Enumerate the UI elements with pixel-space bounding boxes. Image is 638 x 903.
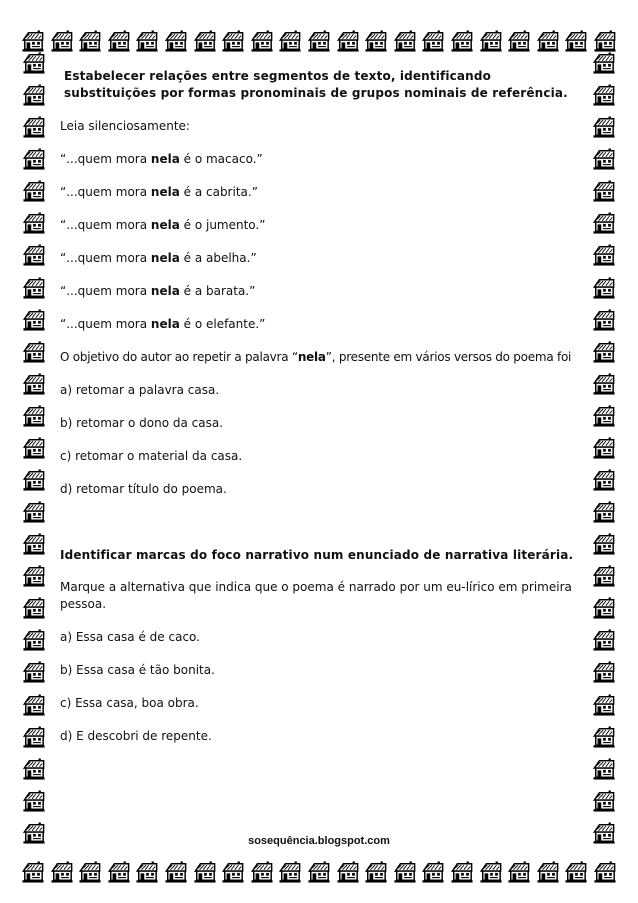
house-icon: [593, 309, 615, 331]
house-icon: [308, 861, 330, 883]
house-icon: [537, 30, 559, 52]
house-icon: [165, 861, 187, 883]
verse-text: é a abelha.”: [179, 251, 257, 265]
house-icon: [22, 30, 44, 52]
answer-option: c) retomar o material da casa.: [60, 449, 243, 463]
house-icon: [565, 861, 587, 883]
house-icon: [451, 861, 473, 883]
house-icon: [108, 861, 130, 883]
section1-heading: Estabelecer relações entre segmentos de texto, identificando substituições por formas pronominais de grupos nominais de referência.: [64, 69, 568, 100]
house-icon: [593, 405, 615, 427]
house-icon: [51, 30, 73, 52]
house-icon: [23, 277, 45, 299]
house-icon: [337, 861, 359, 883]
answer-option: b) retomar o dono da casa.: [60, 416, 224, 430]
house-icon: [593, 597, 615, 619]
house-icon: [22, 861, 44, 883]
verse-list: [60, 151, 580, 333]
house-icon: [23, 790, 45, 812]
question-pronoun: nela: [297, 350, 326, 364]
verse-pronoun: nela: [150, 251, 180, 265]
house-icon: [23, 661, 45, 683]
verse-text: é o jumento.”: [179, 218, 266, 232]
house-icon: [593, 469, 615, 491]
question-text: O objetivo do autor ao repetir a palavra “: [60, 350, 298, 364]
house-icon: [251, 861, 273, 883]
house-icon: [593, 373, 615, 395]
house-icon: [108, 30, 130, 52]
house-icon: [23, 148, 45, 170]
house-icon: [593, 341, 615, 363]
bottom-house-border: [22, 853, 616, 883]
question-2: Marque a alternativa que indica que o poema é narrado por um eu-lírico em primeira pessoa.: [60, 580, 572, 611]
house-icon: [365, 861, 387, 883]
house-icon: [23, 565, 45, 587]
verse-pronoun: nela: [150, 152, 180, 166]
house-icon: [593, 84, 615, 106]
right-house-border: [592, 52, 616, 844]
house-icon: [23, 533, 45, 555]
read-instruction: Leia silenciosamente:: [60, 119, 190, 133]
house-icon: [23, 437, 45, 459]
house-icon: [23, 597, 45, 619]
house-icon: [422, 861, 444, 883]
house-icon: [194, 861, 216, 883]
house-icon: [79, 30, 101, 52]
house-icon: [23, 212, 45, 234]
answer-option: a) Essa casa é de caco.: [60, 630, 200, 644]
house-icon: [23, 726, 45, 748]
house-icon: [222, 30, 244, 52]
verse-line: [60, 283, 580, 300]
verse-text: “...quem mora: [60, 218, 151, 232]
house-icon: [594, 30, 616, 52]
house-icon: [593, 694, 615, 716]
house-icon: [593, 116, 615, 138]
verse-line: [60, 184, 580, 201]
house-icon: [593, 758, 615, 780]
verse-text: “...quem mora: [60, 152, 151, 166]
verse-pronoun: nela: [150, 185, 180, 199]
house-icon: [422, 30, 444, 52]
house-icon: [593, 148, 615, 170]
house-icon: [593, 565, 615, 587]
house-icon: [23, 405, 45, 427]
house-icon: [480, 861, 502, 883]
house-icon: [394, 861, 416, 883]
house-icon: [279, 30, 301, 52]
house-icon: [279, 861, 301, 883]
house-icon: [593, 790, 615, 812]
house-icon: [593, 180, 615, 202]
house-icon: [593, 661, 615, 683]
house-icon: [136, 30, 158, 52]
house-icon: [23, 309, 45, 331]
verse-pronoun: nela: [150, 317, 180, 331]
house-icon: [79, 861, 101, 883]
house-icon: [222, 861, 244, 883]
answer-option: d) retomar título do poema.: [60, 482, 227, 496]
verse-text: é o macaco.”: [179, 152, 263, 166]
house-icon: [537, 861, 559, 883]
house-icon: [23, 116, 45, 138]
house-icon: [593, 726, 615, 748]
house-icon: [251, 30, 273, 52]
verse-text: “...quem mora: [60, 317, 151, 331]
answer-option: a) retomar a palavra casa.: [60, 383, 220, 397]
house-icon: [593, 501, 615, 523]
verse-pronoun: nela: [150, 218, 180, 232]
house-icon: [593, 437, 615, 459]
house-icon: [480, 30, 502, 52]
answer-option: d) E descobri de repente.: [60, 729, 212, 743]
house-icon: [23, 469, 45, 491]
house-icon: [308, 30, 330, 52]
verse-text: “...quem mora: [60, 185, 151, 199]
footer-url: sosequência.blogspot.com: [248, 835, 390, 847]
verse-text: é a barata.”: [179, 284, 256, 298]
question-1: [60, 349, 580, 366]
house-icon: [365, 30, 387, 52]
house-icon: [23, 694, 45, 716]
house-icon: [593, 212, 615, 234]
house-icon: [508, 861, 530, 883]
verse-line: [60, 151, 580, 168]
verse-pronoun: nela: [150, 284, 180, 298]
house-icon: [23, 373, 45, 395]
house-icon: [337, 30, 359, 52]
house-icon: [51, 861, 73, 883]
question-text: ”, presente em vários versos do poema foi: [325, 350, 572, 364]
house-icon: [23, 629, 45, 651]
verse-line: [60, 250, 580, 267]
section2-heading: Identificar marcas do foco narrativo num enunciado de narrativa literária.: [60, 548, 574, 562]
answer-option: c) Essa casa, boa obra.: [60, 696, 199, 710]
house-icon: [23, 244, 45, 266]
house-icon: [23, 84, 45, 106]
worksheet-content: [60, 68, 580, 745]
house-icon: [23, 180, 45, 202]
house-icon: [451, 30, 473, 52]
verse-line: [60, 217, 580, 234]
house-icon: [593, 244, 615, 266]
left-house-border: [22, 52, 46, 844]
house-icon: [565, 30, 587, 52]
house-icon: [23, 52, 45, 74]
verse-line: [60, 316, 580, 333]
house-icon: [136, 861, 158, 883]
house-icon: [593, 533, 615, 555]
house-icon: [23, 758, 45, 780]
top-house-border: [22, 22, 616, 52]
house-icon: [23, 501, 45, 523]
house-icon: [594, 861, 616, 883]
verse-text: “...quem mora: [60, 251, 151, 265]
house-icon: [593, 629, 615, 651]
answer-option: b) Essa casa é tão bonita.: [60, 663, 215, 677]
house-icon: [508, 30, 530, 52]
house-icon: [593, 277, 615, 299]
house-icon: [23, 341, 45, 363]
house-icon: [593, 52, 615, 74]
verse-text: “...quem mora: [60, 284, 151, 298]
house-icon: [394, 30, 416, 52]
house-icon: [194, 30, 216, 52]
verse-text: é o elefante.”: [179, 317, 266, 331]
house-icon: [165, 30, 187, 52]
verse-text: é a cabrita.”: [179, 185, 258, 199]
